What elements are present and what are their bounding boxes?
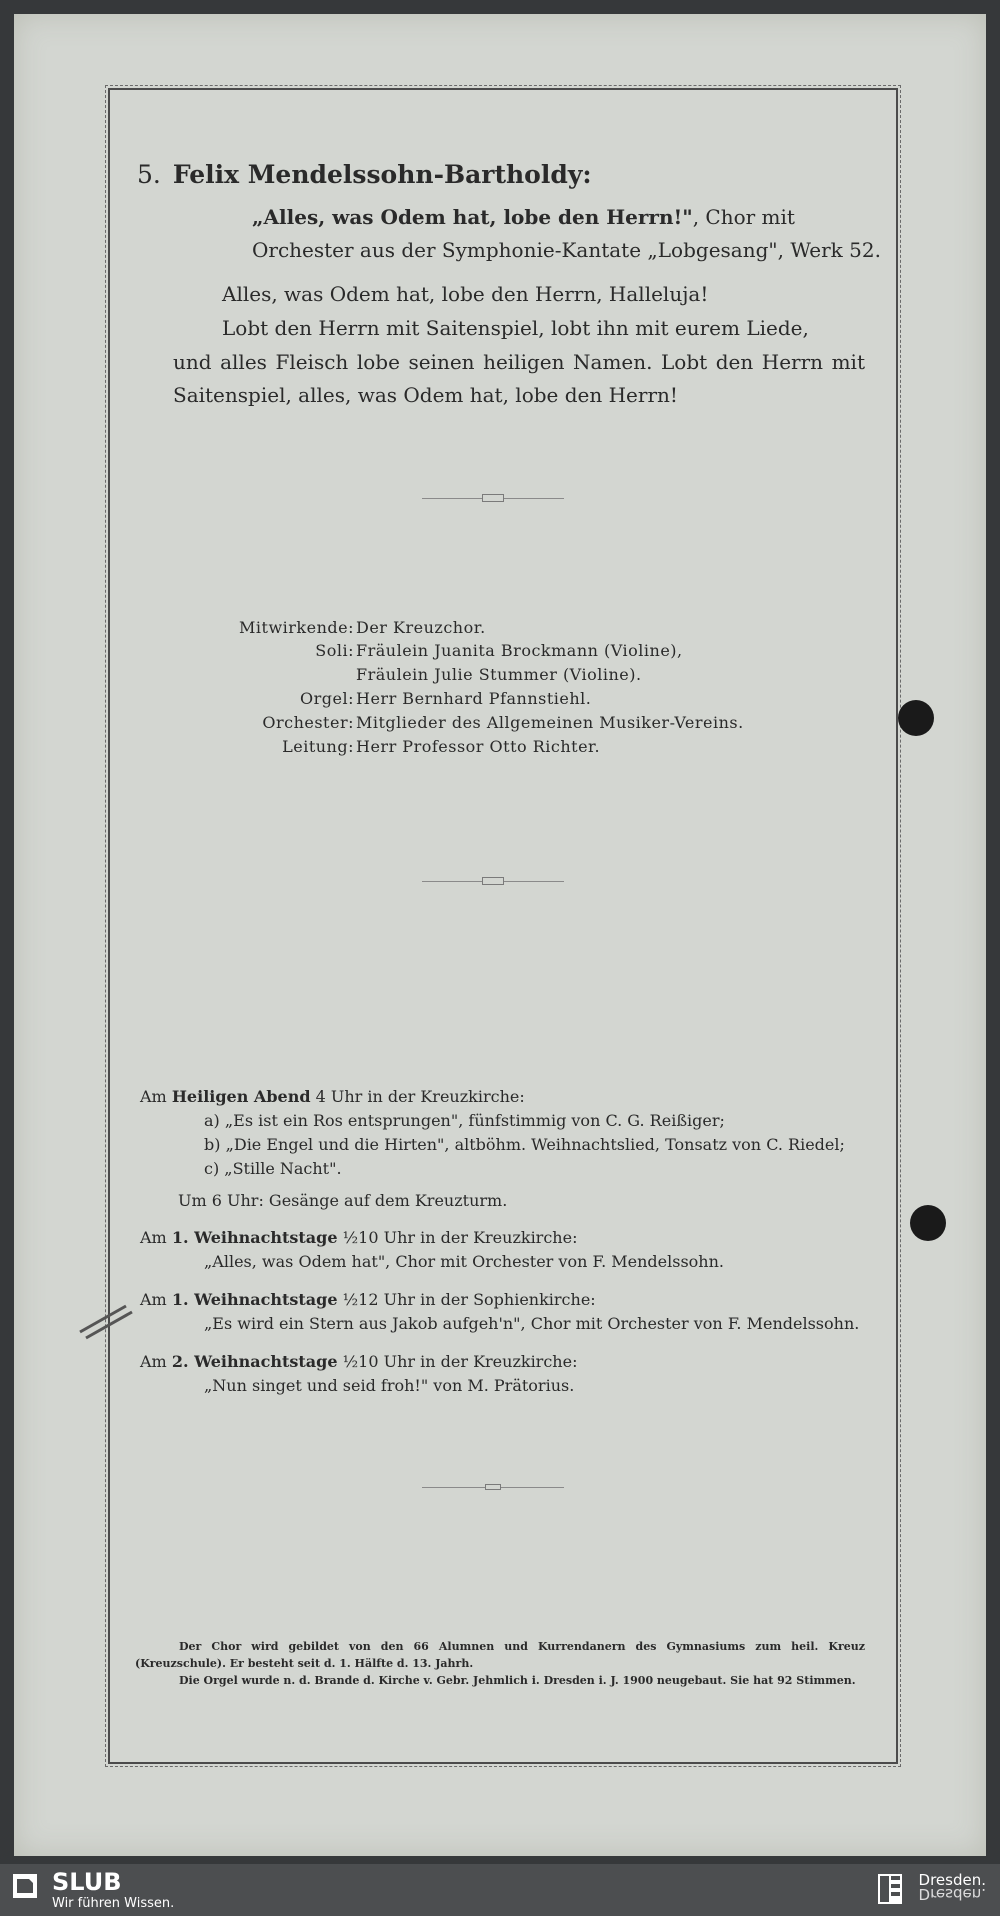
footnote: Der Chor wird gebildet von den 66 Alumnen und Kurrendanern des Gymnasiums zum heil. Kreuz (Kreuzschule). Er besteht seit d. 1. Hälfte d. 13. Jahrh. [135,1640,865,1670]
lyrics-line: Saitenspiel, alles, was Odem hat, lobe den Herrn! [173,383,678,407]
composer-name: Felix Mendelssohn-Bartholdy: [172,160,592,189]
punch-hole [910,1205,946,1241]
ornament-divider [422,881,564,882]
program-item-heading [137,160,592,189]
lyrics-line: und alles Fleisch lobe seinen heiligen Namen. Lobt den Herrn mit [173,350,865,374]
work-title: „Alles, was Odem hat, lobe den Herrn!" [252,205,693,229]
dresden-crest-icon [878,1874,902,1904]
footnote: Die Orgel wurde n. d. Brande d. Kirche v. Gebr. Jehmlich i. Dresden i. J. 1900 neugebaut. Sie hat 92 Stimmen. [179,1674,856,1687]
partner-logo: Dresden. Dresden. [918,1871,986,1903]
footer-bar [0,1864,1000,1916]
item-number: 5. [137,160,161,189]
event-detail: a) „Es ist ein Ros entsprungen", fünfstimmig von C. G. Reißiger; [204,1111,725,1130]
event-detail: c) „Stille Nacht". [204,1159,342,1178]
lyrics-line: Lobt den Herrn mit Saitenspiel, lobt ihn mit eurem Liede, [222,316,809,340]
brand-name: SLUB [52,1868,122,1896]
event-entry: Am 2. Weihnachtstage ½10 Uhr in der Kreuzkirche: [140,1352,578,1371]
brand-tagline: Wir führen Wissen. [52,1896,175,1911]
event-detail: „Nun singet und seid froh!" von M. Prätorius. [204,1376,575,1395]
event-entry: Am Heiligen Abend 4 Uhr in der Kreuzkirche: [140,1087,525,1106]
slub-logo-icon [12,1873,38,1899]
ornament-divider [422,1487,564,1488]
pencil-mark-icon [76,1300,136,1340]
event-detail: „Es wird ein Stern aus Jakob aufgeh'n", Chor mit Orchester von F. Mendelssohn. [204,1314,860,1333]
event-detail: „Alles, was Odem hat", Chor mit Orchester von F. Mendelssohn. [204,1252,724,1271]
ornament-divider [422,498,564,499]
punch-hole [898,700,934,736]
event-entry: Am 1. Weihnachtstage ½12 Uhr in der Sophienkirche: [140,1290,596,1309]
work-title-line-2: Orchester aus der Symphonie-Kantate „Lobgesang", Werk 52. [252,238,881,262]
event-entry: Am 1. Weihnachtstage ½10 Uhr in der Kreuzkirche: [140,1228,578,1247]
work-title-line-1: „Alles, was Odem hat, lobe den Herrn!", Chor mit [252,205,795,229]
event-detail: b) „Die Engel und die Hirten", altböhm. Weihnachtslied, Tonsatz von C. Riedel; [204,1135,845,1154]
lyrics-line: Alles, was Odem hat, lobe den Herrn, Halleluja! [222,282,709,306]
event-entry: Um 6 Uhr: Gesänge auf dem Kreuzturm. [178,1191,508,1210]
